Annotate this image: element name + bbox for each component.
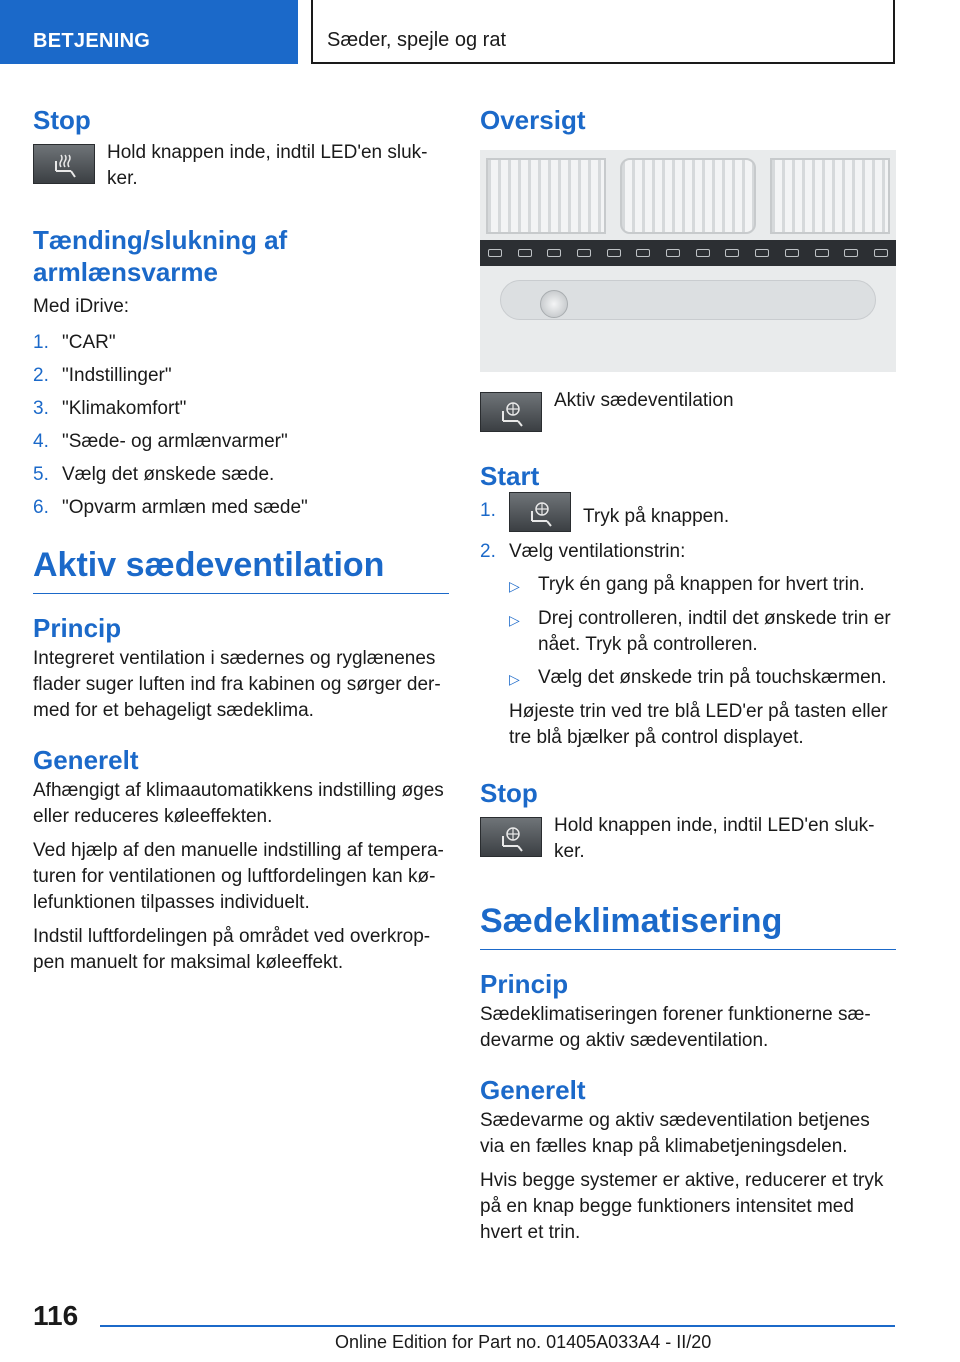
principle-text: Integreret ventilation i sædernes og ryglænenes flader suger luften ind fra kabinen og sørger der-med for et behageligt sædeklima.	[33, 648, 441, 721]
sub-steps	[480, 572, 896, 751]
list-item: 1. "CAR"	[33, 332, 116, 353]
general-paragraph: Sædevarme og aktiv sædeventilation betjenes via en fælles knap på klimabetjeningsdelen.	[480, 1110, 870, 1157]
air-vent-left	[486, 158, 606, 234]
ventilation-label: Aktiv sædeventilation	[554, 390, 734, 411]
control-button-icon	[547, 249, 561, 257]
general-paragraph: Indstil luftfordelingen på området ved overkrop-pen manuelt for maksimal køleeffekt.	[33, 926, 431, 973]
section-title: Sæder, spejle og rat	[327, 29, 506, 51]
principle-text: Sædeklimatiseringen forener funktionerne sæ-devarme og aktiv sædeventilation.	[480, 1004, 871, 1051]
stop-instruction	[480, 817, 896, 865]
stop-instruction	[33, 144, 449, 192]
volume-knob	[540, 290, 568, 318]
start-heading: Start	[480, 461, 540, 491]
principle-heading: Princip	[33, 613, 122, 643]
list-item: ▷ Tryk én gang på knappen for hvert trin.	[509, 574, 865, 595]
control-button-icon	[785, 249, 799, 257]
list-item: 2. Vælg ventilationstrin:	[480, 541, 686, 562]
ventilation-heading: Aktiv sædeventilation	[33, 545, 449, 594]
ventilation-button-legend	[480, 392, 896, 432]
climate-panel-photo	[480, 150, 896, 372]
general-paragraph: Hvis begge systemer er aktive, reducerer et tryk på en knap begge funktioners intensitet med hvert et trin.	[480, 1170, 884, 1243]
control-button-icon	[874, 249, 888, 257]
control-button-icon	[666, 249, 680, 257]
chapter-title: BETJENING	[33, 30, 151, 52]
list-item: 5. Vælg det ønskede sæde.	[33, 464, 275, 485]
seat-climate-heading: Sædeklimatisering	[480, 901, 896, 950]
right-column	[480, 96, 896, 1246]
armrest-intro: Med iDrive:	[33, 296, 130, 317]
control-button-icon	[844, 249, 858, 257]
list-item: ▷ Drej controlleren, indtil det ønskede trin er nået. Tryk på controlleren.	[509, 608, 891, 655]
overview-heading: Oversigt	[480, 105, 586, 135]
stop-heading: Stop	[33, 105, 91, 135]
list-item: 1. Tryk på knappen.	[480, 498, 896, 532]
control-button-icon	[696, 249, 710, 257]
seat-ventilation-icon	[509, 492, 571, 532]
control-button-icon	[725, 249, 739, 257]
air-vent-right	[770, 158, 890, 234]
edition-note: Online Edition for Part no. 01405A033A4 - II/20	[335, 1332, 712, 1352]
stop-text: Hold knappen inde, indtil LED'en sluk-ker.	[554, 815, 875, 862]
general-paragraph: Afhængigt af klimaautomatikkens indstilling øges eller reduceres køleeffekten.	[33, 780, 444, 827]
list-item: 3. "Klimakomfort"	[33, 398, 187, 419]
footer-divider	[100, 1325, 895, 1327]
list-item: 2. "Indstillinger"	[33, 365, 172, 386]
control-button-icon	[755, 249, 769, 257]
general-paragraph: Ved hjælp af den manuelle indstilling af tempera-turen for ventilationen og luftfordelingen kan kø-lefunktionen tilpasses individuelt.	[33, 840, 444, 913]
armrest-heading: Tænding/slukning af armlænsvarme	[33, 225, 288, 287]
chapter-tab	[0, 0, 298, 64]
list-item: 4. "Sæde- og armlænvarmer"	[33, 431, 288, 452]
control-button-icon	[607, 249, 621, 257]
page-number: 116	[33, 1300, 79, 1331]
page-header	[0, 0, 960, 64]
general-heading: Generelt	[480, 1075, 586, 1105]
general-heading: Generelt	[33, 745, 139, 775]
ventilation-options	[509, 572, 896, 692]
list-item: 6. "Opvarm armlæn med sæde"	[33, 497, 308, 518]
control-button-icon	[636, 249, 650, 257]
highest-level-text: Højeste trin ved tre blå LED'er på tasten eller tre blå bjælker på control displayet.	[509, 701, 888, 748]
climate-control-panel	[480, 240, 896, 266]
left-column	[33, 96, 449, 976]
start-steps	[480, 498, 896, 565]
control-button-icon	[577, 249, 591, 257]
control-button-icon	[488, 249, 502, 257]
armrest-steps	[33, 330, 449, 521]
seat-heating-icon	[33, 144, 95, 184]
air-vent-center	[620, 158, 756, 234]
seat-ventilation-icon	[480, 392, 542, 432]
section-tab	[311, 0, 895, 64]
control-button-icon	[815, 249, 829, 257]
principle-heading: Princip	[480, 969, 569, 999]
control-button-icon	[518, 249, 532, 257]
list-item: ▷ Vælg det ønskede trin på touchskærmen.	[509, 667, 887, 688]
stop-heading: Stop	[480, 778, 538, 808]
seat-ventilation-icon	[480, 817, 542, 857]
stop-text: Hold knappen inde, indtil LED'en sluk-ker.	[107, 142, 428, 189]
